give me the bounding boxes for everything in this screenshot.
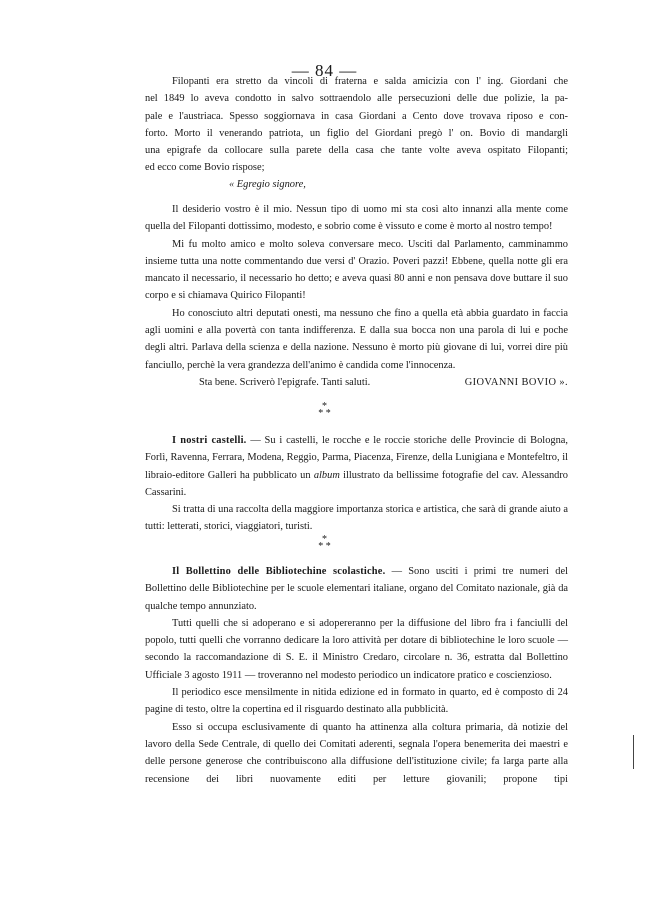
letter-paragraph: Ho conosciuto altri deputati onesti, ma nessuno che fino a quella età abbia guardato in faccia agli uomini e alla povertà con tanta indifferenza. E dalla sua bocca non una parola di lui e poche degli altri. Parlava della scienza e della nazione. Nessuno è morto più giovane di lui, vorrei dire più fanciullo, perchè la vera grandezza dell'animo è candida come l'innocenza. — [145, 307, 568, 371]
intro-line: forto. Morto il venerando patriota, un figlio del Giordani pregò l' on. Bovio di mandargli — [145, 127, 568, 139]
castelli-paragraph: I nostri castelli. — Su i castelli, le rocche e le roccie storiche delle Provincie di Bologna, Forlì, Ravenna, Ferrara, Modena, Reggio, Parma, Piacenza, Firenze, della Lunigiana e Montefeltro, il libraio-editore Galleri ha pubblicato un album illustrato da bellissime fotografie del cav. Alessandro Cassarini. — [145, 435, 568, 498]
intro-line: una epigrafe da collocare sulla parete della casa che tante volte aveva ospitato Filopanti; — [145, 145, 568, 157]
letter-paragraph: Mi fu molto amico e molto soleva conversare meco. Usciti dal Parlamento, camminammo insieme tutta una notte commentando due versi d' Orazio. Poveri pazzi! Ebbene, quella notte gli era mancato il necessario, il necessario ho detto; e aveva quasi 80 anni e non pensava dove buttare il suo corpo e si chiamava Quirico Filopanti! — [145, 238, 568, 302]
letter-body — [145, 201, 568, 391]
letter-closing: Sta bene. Scriverò l'epigrafe. Tanti saluti. — [199, 376, 371, 388]
castelli-paragraph-2: Si tratta di una raccolta della maggiore importanza storica e artistica, che sarà di grande aiuto a tutti: letterati, storici, viaggiatori, turisti. — [145, 504, 568, 533]
bollettino-paragraph-4: Esso si occupa esclusivamente di quanto ha attinenza alla coltura primaria, dà notizie del lavoro della Sede Centrale, di quello dei Comitati aderenti, segnala l'opera benemerita dei maestri e delle persone generose che contribuiscono alla diffusione dell'istituzione civile; fa larga parte alla recensione dei libri nuovamente editi per letture giovanili; propone tipi — [145, 721, 568, 785]
bollettino-paragraph: Il Bollettino delle Bibliotechine scolastiche. — Sono usciti i primi tre numeri del Bollettino delle Bibliotechine per le scuole elementari italiane, organo del Comitato nazionale, già da qualche tempo annunziato. — [145, 566, 568, 612]
bollettino-heading: Il Bollettino delle Bibliotechine scolastiche. — [172, 566, 386, 577]
intro-line: nel 1849 lo aveva condotto in salvo sottraendolo alle persecuzioni delle due polizie, la pa- — [145, 93, 568, 105]
margin-mark — [633, 735, 634, 769]
intro-line: pale e l'austriaca. Spesso soggiornava in casa Giordani a Cento dove trovava riposo e con- — [145, 110, 568, 122]
intro-line: ed ecco come Bovio rispose; — [145, 162, 265, 174]
section-separator: * * * — [318, 534, 331, 552]
castelli-section — [145, 432, 568, 536]
letter-paragraph: Il desiderio vostro è il mio. Nessun tipo di uomo mi sta così alto innanzi alla mente come quella del Filopanti dottissimo, modesto, e sobrio come è vissuto e come è morto al nostro tempo! — [145, 204, 568, 233]
letter-signature: GIOVANNI BOVIO ». — [464, 376, 568, 388]
bollettino-paragraph-2: Tutti quelli che si adoperano e si adopereranno per la diffusione del libro fra i fanciulli del popolo, tutti quelli che vorranno dedicare la loro attività per dotare di bibliotechine le loro scuole — secondo la raccomandazione di S. E. il Ministro Credaro, circolare n. 36, estratta dal Bollettino Ufficiale 3 agosto 1911 — troveranno nel modesto periodico un indicatore pratico e coscienzioso. — [145, 617, 568, 681]
section-separator: * * * — [318, 401, 331, 419]
intro-line: Filopanti era stretto da vincoli di fraterna e salda amicizia con l' ing. Giordani che — [172, 76, 568, 87]
page-number: — 84 — — [291, 61, 358, 80]
letter-salutation: « Egregio signore, — [229, 179, 306, 190]
letter-closing-line — [145, 374, 568, 391]
bollettino-section — [145, 563, 568, 788]
bollettino-paragraph-3: Il periodico esce mensilmente in nitida edizione ed in formato in quarto, ed è composto di 24 pagine di testo, oltre la copertina ed il risguardo destinato alla pubblicità. — [145, 687, 568, 716]
castelli-heading: I nostri castelli. — [172, 435, 247, 446]
intro-paragraph — [145, 73, 568, 177]
